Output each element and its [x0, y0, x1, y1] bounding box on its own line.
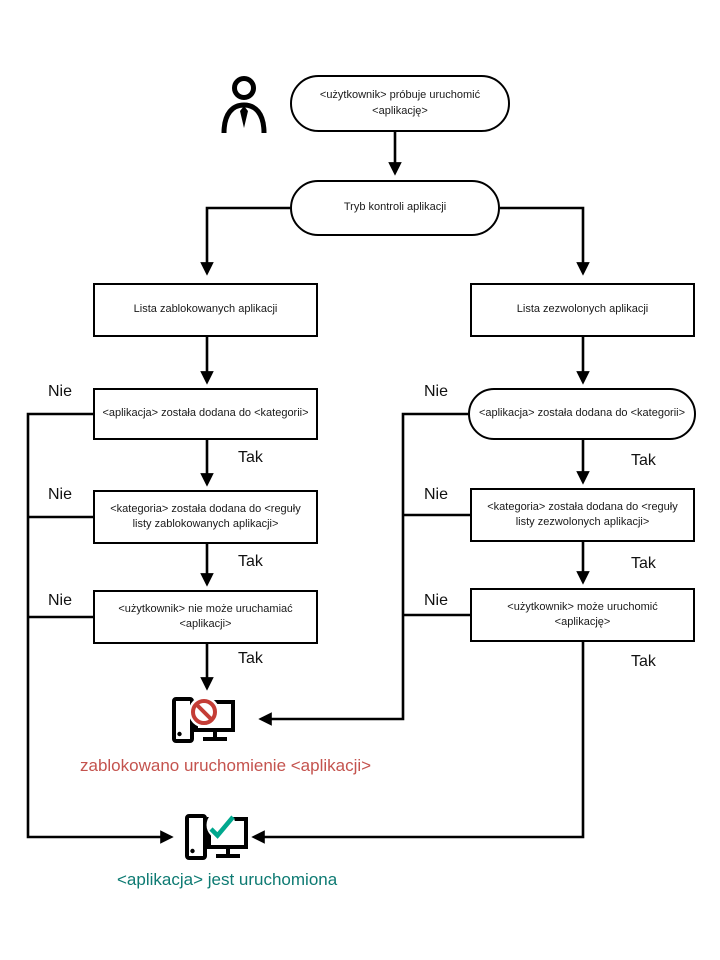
- edge-label-tak-left-2: Tak: [238, 553, 263, 570]
- edge-label-tak-right-2: Tak: [631, 555, 656, 572]
- blocked-rule-check-node: <kategoria> została dodana do <reguły listy zablokowanych aplikacji>: [93, 490, 318, 544]
- mode-node: Tryb kontroli aplikacji: [290, 180, 500, 236]
- allowed-computer-icon: [181, 808, 251, 862]
- edge-label-tak-left-1: Tak: [238, 449, 263, 466]
- edge-label-nie-left-1: Nie: [48, 383, 73, 400]
- blocked-list-node: Lista zablokowanych aplikacji: [93, 283, 318, 337]
- blocked-outcome-text: zablokowano uruchomienie <aplikacji>: [80, 756, 372, 775]
- edge-label-nie-left-2: Nie: [48, 486, 73, 503]
- blocked-category-check-node: <aplikacja> została dodana do <kategorii>: [93, 388, 318, 440]
- allowed-rule-check-node: <kategoria> została dodana do <reguły listy zezwolonych aplikacji>: [470, 488, 695, 542]
- edge-label-tak-right-1: Tak: [631, 452, 656, 469]
- allowed-outcome-text: <aplikacja> jest uruchomiona: [117, 870, 338, 889]
- allowed-category-check-node: <aplikacja> została dodana do <kategorii>: [468, 388, 696, 440]
- user-cannot-run-node: <użytkownik> nie może uruchamiać <aplikacji>: [93, 590, 318, 644]
- edge-label-nie-right-2: Nie: [424, 486, 449, 503]
- edge-label-nie-left-3: Nie: [48, 592, 73, 609]
- edge-label-tak-right-3: Tak: [631, 653, 656, 670]
- blocked-computer-icon: [168, 691, 238, 745]
- edge-label-nie-right-3: Nie: [424, 592, 449, 609]
- allowed-list-node: Lista zezwolonych aplikacji: [470, 283, 695, 337]
- start-node: <użytkownik> próbuje uruchomić <aplikację>: [290, 75, 510, 132]
- user-can-run-node: <użytkownik> może uruchomić <aplikację>: [470, 588, 695, 642]
- edge-label-nie-right-1: Nie: [424, 383, 449, 400]
- edge-label-tak-left-3: Tak: [238, 650, 263, 667]
- user-icon: [220, 76, 268, 134]
